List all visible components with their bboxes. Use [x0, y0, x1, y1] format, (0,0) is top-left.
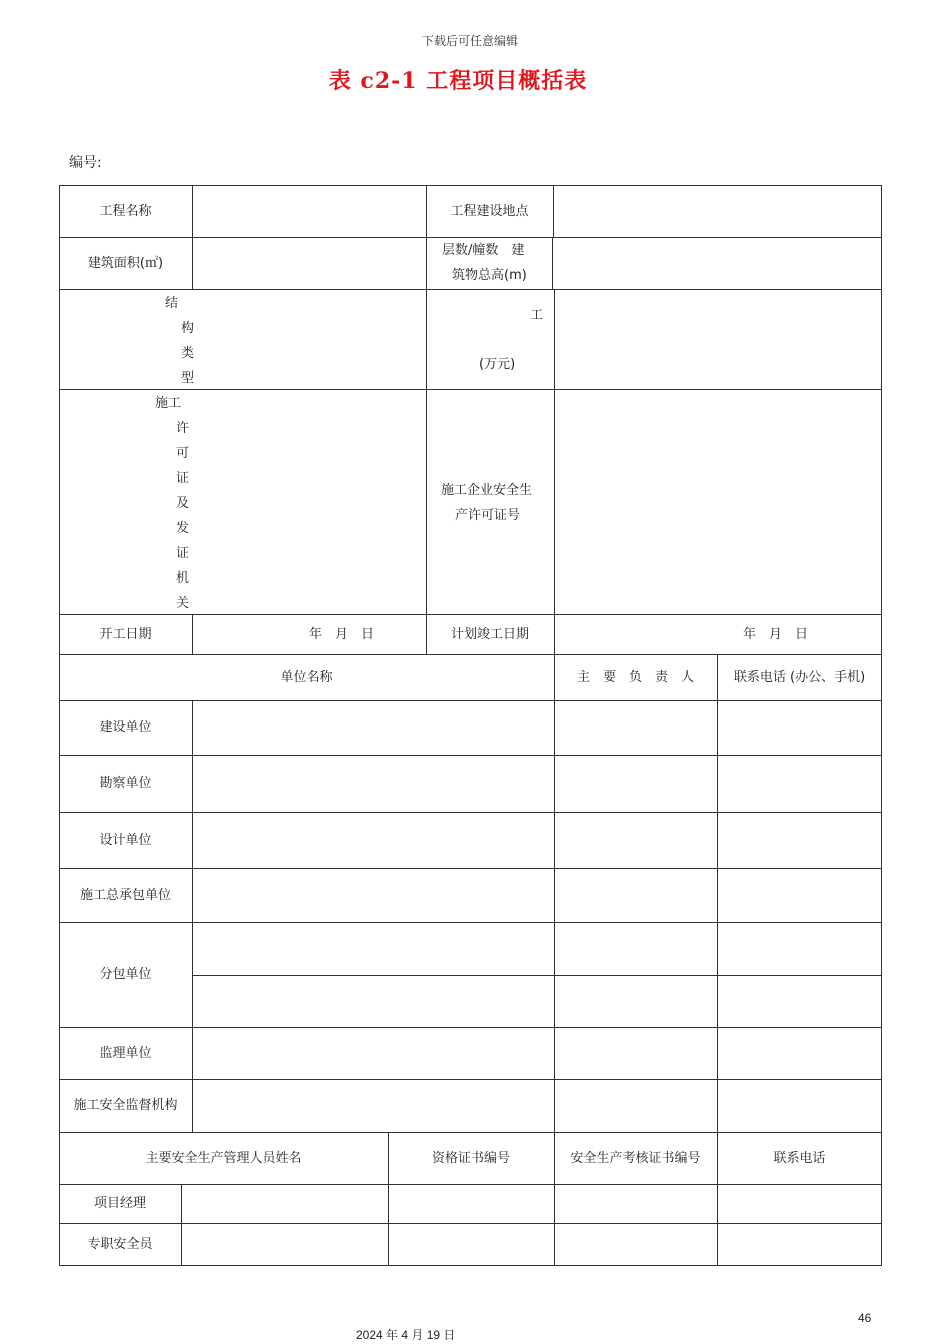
start-date-label: 开工日期	[99, 626, 152, 642]
staff-label-safety-officer: 专职安全员	[87, 1237, 153, 1252]
structure-char: 构	[181, 321, 195, 336]
permit-char: 可	[176, 446, 190, 461]
staff-label-project-manager: 项目经理	[93, 1196, 146, 1211]
header-note: 下载后可任意编辑	[421, 34, 518, 48]
permit-field[interactable]	[195, 391, 425, 613]
planned-completion-label: 计划竣工日期	[450, 626, 529, 642]
permit-char: 关	[176, 596, 190, 611]
start-date-field[interactable]: 年 月 日	[309, 627, 375, 642]
unit-label-general-contractor: 施工总承包单位	[79, 887, 171, 903]
project-name-field[interactable]	[193, 186, 425, 236]
planned-completion-field[interactable]: 年 月 日	[743, 627, 809, 642]
safety-permit-label-line1: 施工企业安全生	[441, 483, 533, 498]
safety-permit-field[interactable]	[555, 390, 881, 613]
permit-char: 及	[176, 496, 190, 511]
number-label: 编号:	[69, 155, 102, 171]
unit-label-survey: 勘察单位	[99, 776, 152, 791]
row-divider	[192, 975, 882, 976]
structure-type-field[interactable]	[195, 291, 425, 388]
unit-label-construction: 建设单位	[99, 720, 152, 735]
building-area-label: 建筑面积(㎡)	[87, 255, 164, 271]
safety-permit-label-line2: 产许可证号	[455, 508, 521, 523]
col-divider	[192, 614, 193, 654]
permit-char: 证	[176, 546, 190, 561]
unit-name-header: 单位名称	[280, 669, 333, 685]
footer-date: 2024 年 4 月 19 日	[356, 1328, 456, 1342]
col-divider	[426, 185, 427, 654]
qualification-header: 资格证书编号	[431, 1150, 510, 1166]
cost-label-fragment: 工	[530, 308, 544, 323]
structure-char: 型	[181, 371, 195, 386]
col-divider	[181, 1184, 182, 1266]
floors-label-line1: 层数/幢数 建	[442, 243, 525, 258]
structure-char: 结	[165, 296, 179, 311]
unit-label-subcontractor: 分包单位	[99, 967, 152, 982]
permit-char: 机	[176, 571, 190, 586]
col-divider	[192, 700, 193, 1132]
unit-label-safety-authority: 施工安全监督机构	[73, 1098, 178, 1113]
permit-char: 施工	[155, 396, 182, 411]
cost-unit: (万元)	[479, 357, 516, 372]
building-area-field[interactable]	[193, 238, 425, 288]
staff-name-header: 主要安全生产管理人员姓名	[145, 1150, 302, 1166]
permit-char: 许	[176, 421, 190, 436]
permit-char: 证	[176, 471, 190, 486]
page-number: 46	[858, 1311, 872, 1325]
unit-phone-header: 联系电话 (办公、手机)	[733, 669, 866, 685]
row-divider	[59, 1223, 882, 1224]
floors-label-line2: 筑物总高(m)	[452, 268, 527, 283]
location-field[interactable]	[554, 186, 881, 236]
staff-phone-header: 联系电话	[773, 1150, 826, 1166]
row-divider	[59, 1184, 882, 1185]
document-title: 表 c2-1 工程项目概括表	[328, 68, 588, 94]
unit-label-supervision: 监理单位	[99, 1045, 152, 1061]
permit-char: 发	[176, 521, 190, 536]
structure-char: 类	[181, 346, 195, 361]
location-label: 工程建设地点	[450, 203, 529, 219]
principal-header: 主 要 负 责 人	[576, 669, 694, 685]
project-name-label: 工程名称	[99, 203, 152, 219]
unit-label-design: 设计单位	[99, 832, 152, 848]
project-cost-field[interactable]	[555, 290, 881, 388]
assessment-header: 安全生产考核证书编号	[570, 1150, 701, 1166]
floors-field[interactable]	[553, 238, 881, 288]
